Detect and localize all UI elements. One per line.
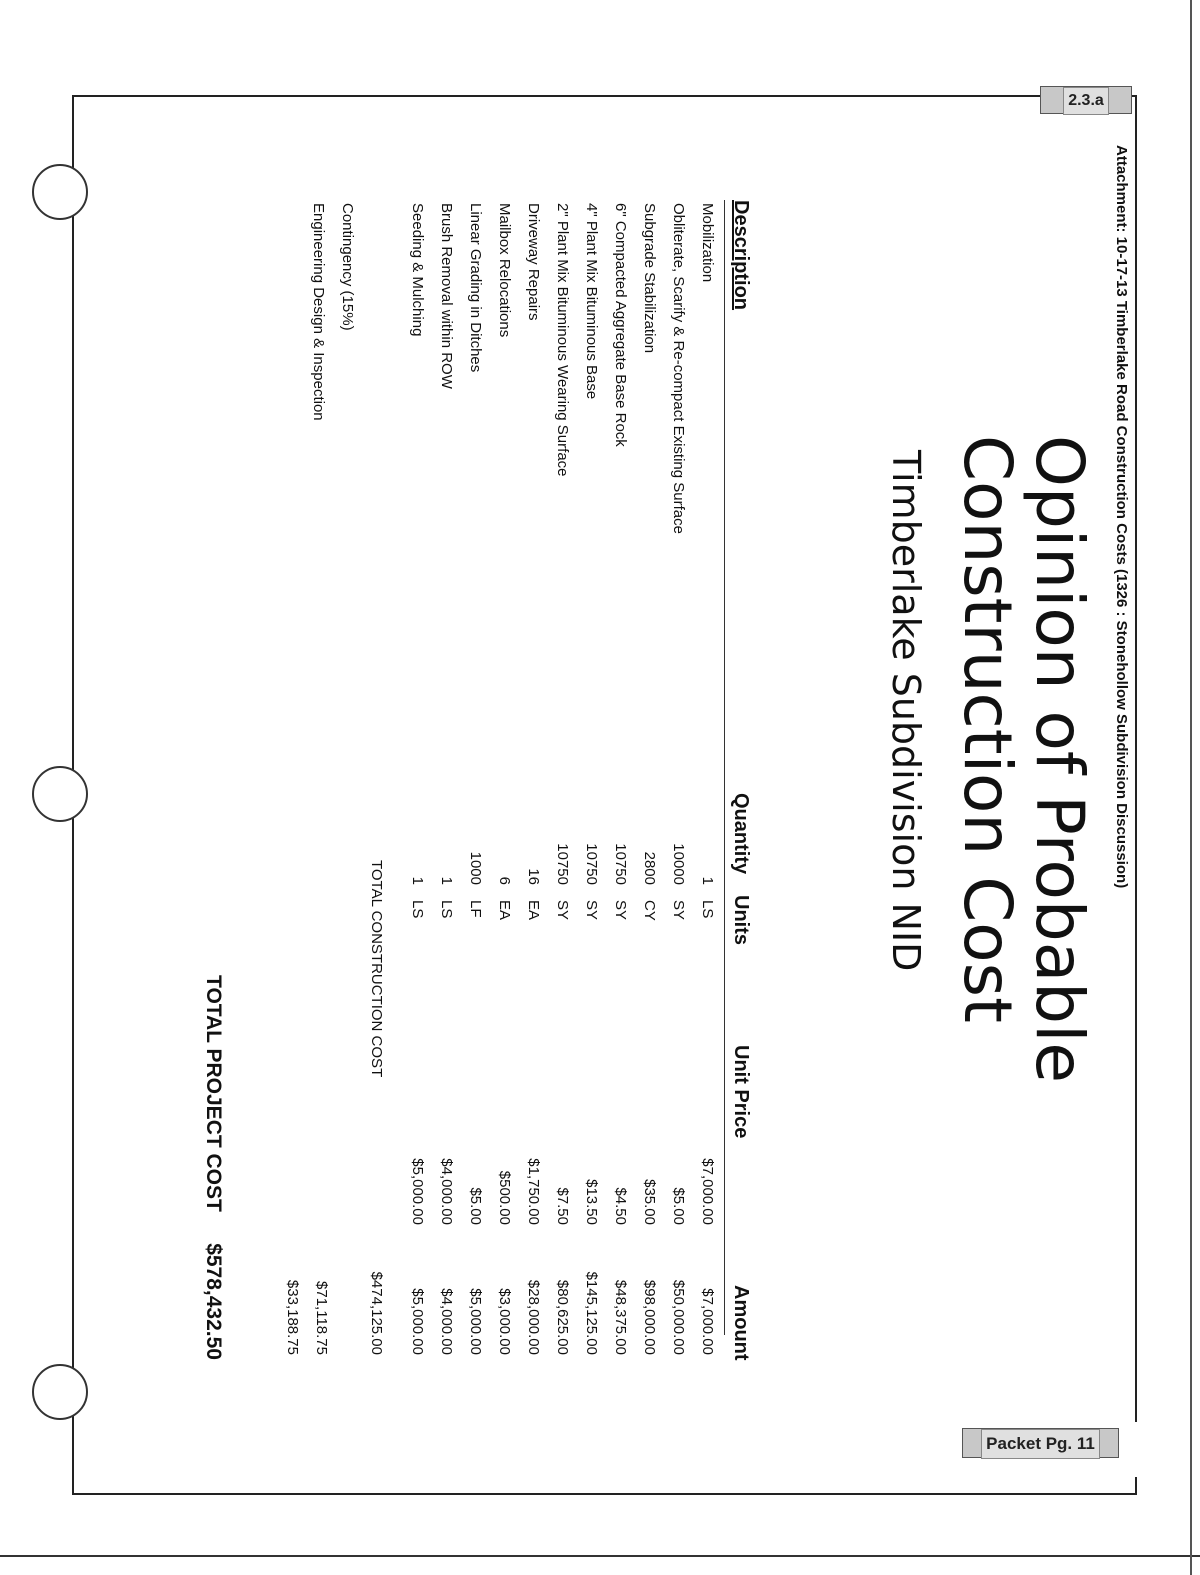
table-row bbox=[635, 145, 664, 1475]
cell-amount: $3,000.00 bbox=[496, 1288, 513, 1355]
cell-amount: $4,000.00 bbox=[438, 1288, 455, 1355]
cell-unit-price: $7.50 bbox=[554, 1187, 571, 1225]
table-row bbox=[664, 145, 693, 1475]
cell-quantity: 6 bbox=[496, 876, 513, 885]
cell-quantity: 10000 bbox=[670, 843, 687, 885]
page-frame-right bbox=[1135, 95, 1137, 1495]
cell-units: SY bbox=[554, 900, 571, 921]
cell-quantity: 1 bbox=[438, 876, 455, 885]
cell-description: Mailbox Relocations bbox=[496, 203, 513, 338]
document-subtitle: Timberlake Subdivision NID bbox=[884, 450, 928, 972]
document-title-line2: Construction Cost bbox=[949, 435, 1026, 1023]
cell-amount: $98,000.00 bbox=[641, 1279, 658, 1355]
cell-unit-price: $5.00 bbox=[670, 1187, 687, 1225]
cell-unit-price: $4,000.00 bbox=[438, 1158, 455, 1225]
column-header-quantity: Quantity bbox=[730, 793, 752, 875]
cell-unit-price: $5,000.00 bbox=[409, 1158, 426, 1225]
page-frame-top bbox=[72, 95, 1137, 97]
table-row bbox=[693, 145, 722, 1475]
table-row bbox=[519, 145, 548, 1475]
cell-amount: $5,000.00 bbox=[467, 1288, 484, 1355]
cell-description: 4" Plant Mix Bituminous Base bbox=[583, 203, 600, 400]
cell-units: EA bbox=[496, 900, 513, 921]
cell-amount: $5,000.00 bbox=[409, 1288, 426, 1355]
cell-units: LF bbox=[467, 900, 484, 918]
cell-units: LS bbox=[438, 900, 455, 919]
stamp-2-3-a-label: 2.3.a bbox=[1063, 87, 1109, 115]
scan-edge-right bbox=[1190, 0, 1192, 1575]
cell-quantity: 10750 bbox=[554, 843, 571, 885]
cell-units: LS bbox=[699, 900, 716, 919]
total-construction-cost-value: $474,125.00 bbox=[368, 1271, 385, 1355]
cell-amount: $50,000.00 bbox=[670, 1279, 687, 1355]
total-construction-cost-label: TOTAL CONSTRUCTION COST bbox=[368, 860, 385, 1078]
cell-amount: $48,375.00 bbox=[612, 1279, 629, 1355]
cell-quantity: 1 bbox=[409, 876, 426, 885]
table-row bbox=[403, 145, 432, 1475]
cell-quantity: 16 bbox=[525, 868, 542, 885]
cell-unit-price: $7,000.00 bbox=[699, 1158, 716, 1225]
cell-quantity: 10750 bbox=[583, 843, 600, 885]
engineering-label: Engineering Design & Inspection bbox=[310, 203, 327, 421]
table-row bbox=[548, 145, 577, 1475]
cell-quantity: 1000 bbox=[467, 851, 484, 885]
cell-description: Brush Removal within ROW bbox=[438, 203, 455, 389]
column-header-units: Units bbox=[730, 895, 752, 945]
cell-amount: $145,125.00 bbox=[583, 1271, 600, 1355]
cell-units: SY bbox=[583, 900, 600, 921]
table-row bbox=[577, 145, 606, 1475]
cell-quantity: 2800 bbox=[641, 851, 658, 885]
cell-description: Obliterate, Scarify & Re-compact Existing Surface bbox=[670, 203, 687, 534]
cell-description: 6" Compacted Aggregate Base Rock bbox=[612, 203, 629, 447]
column-header-unit-price: Unit Price bbox=[730, 1045, 752, 1139]
rotated-document-content bbox=[60, 145, 1130, 1475]
table-row bbox=[461, 145, 490, 1475]
cell-unit-price: $35.00 bbox=[641, 1179, 658, 1225]
cell-units: LS bbox=[409, 900, 426, 919]
attachment-header: Attachment: 10-17-13 Timberlake Road Construction Costs (1326 : Stonehollow Subdivision Discussion) bbox=[1113, 145, 1130, 889]
cell-unit-price: $13.50 bbox=[583, 1179, 600, 1225]
cell-units: EA bbox=[525, 900, 542, 921]
cell-description: Subgrade Stabilization bbox=[641, 203, 658, 354]
cell-quantity: 1 bbox=[699, 876, 716, 885]
cell-units: SY bbox=[670, 900, 687, 921]
cell-amount: $80,625.00 bbox=[554, 1279, 571, 1355]
cell-description: 2" Plant Mix Bituminous Wearing Surface bbox=[554, 203, 571, 477]
document-title-line1: Opinion of Probable bbox=[1021, 435, 1098, 1084]
cell-unit-price: $5.00 bbox=[467, 1187, 484, 1225]
cell-description: Seeding & Mulching bbox=[409, 203, 426, 337]
engineering-value: $33,188.75 bbox=[284, 1279, 301, 1355]
frame-gap bbox=[1130, 1422, 1142, 1477]
stamp-packet-page-label: Packet Pg. 11 bbox=[981, 1429, 1100, 1459]
cell-amount: $7,000.00 bbox=[699, 1288, 716, 1355]
table-row bbox=[490, 145, 519, 1475]
column-header-amount: Amount bbox=[730, 1285, 752, 1361]
scan-edge-bottom bbox=[0, 1555, 1200, 1557]
cell-unit-price: $500.00 bbox=[496, 1170, 513, 1225]
header-rule bbox=[724, 200, 725, 1335]
cell-unit-price: $1,750.00 bbox=[525, 1158, 542, 1225]
total-project-cost-value: $578,432.50 bbox=[202, 1243, 225, 1360]
cell-units: CY bbox=[641, 900, 658, 921]
page-frame-bottom bbox=[72, 1493, 1137, 1495]
cell-description: Driveway Repairs bbox=[525, 203, 542, 321]
table-row bbox=[606, 145, 635, 1475]
cell-quantity: 10750 bbox=[612, 843, 629, 885]
cell-unit-price: $4.50 bbox=[612, 1187, 629, 1225]
cell-amount: $28,000.00 bbox=[525, 1279, 542, 1355]
table-row bbox=[432, 145, 461, 1475]
contingency-value: $71,118.75 bbox=[313, 1281, 330, 1355]
total-project-cost-label: TOTAL PROJECT COST bbox=[202, 975, 225, 1212]
cell-description: Mobilization bbox=[699, 203, 716, 283]
stamp-2-3-a bbox=[1040, 86, 1132, 114]
cell-description: Linear Grading in Ditches bbox=[467, 203, 484, 373]
cell-units: SY bbox=[612, 900, 629, 921]
contingency-label: Contingency (15%) bbox=[339, 203, 356, 331]
column-header-description: Description bbox=[730, 200, 752, 311]
